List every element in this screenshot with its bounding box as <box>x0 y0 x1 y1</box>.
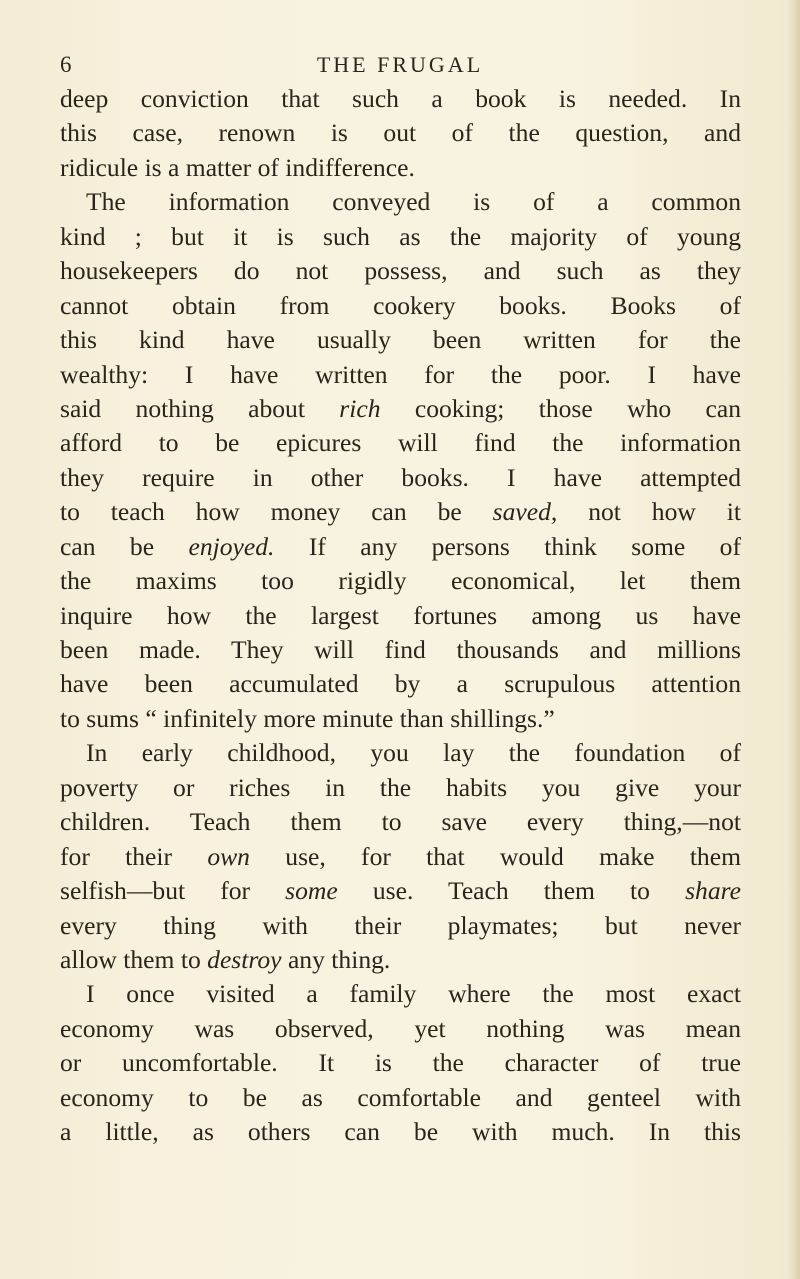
italic-word: rich <box>339 393 381 423</box>
text-line: have been accumulated by a scrupulous attention <box>60 669 741 699</box>
text-line: for their own use, for that would make them <box>60 841 741 871</box>
text-line: poverty or riches in the habits you give your <box>60 772 741 802</box>
italic-word: share <box>685 876 741 906</box>
text-line: deep conviction that such a book is needed. In <box>60 84 741 113</box>
text-line: or uncomfortable. It is the character of true <box>60 1048 741 1078</box>
text-line: cannot obtain from cookery books. Books of <box>60 290 741 320</box>
text-line: inquire how the largest fortunes among us have <box>60 600 741 630</box>
page-number: 6 <box>60 52 73 77</box>
text-line: this case, renown is out of the question, and <box>60 118 741 148</box>
page-edge-shadow <box>788 0 800 1279</box>
text-line: kind ; but it is such as the majority of young <box>60 221 741 251</box>
text-line: to sums “ infinitely more minute than shillings.” <box>60 703 555 733</box>
paragraph-start-line: In early childhood, you lay the foundation of <box>86 738 741 768</box>
text-line: economy was observed, yet nothing was mean <box>60 1013 741 1043</box>
italic-word: destroy <box>207 944 282 974</box>
text-line: they require in other books. I have attempted <box>60 462 741 492</box>
italic-word: some <box>285 876 338 906</box>
text-line: been made. They will find thousands and millions <box>60 635 741 664</box>
text-line: afford to be epicures will find the information <box>60 428 741 458</box>
text-line: to teach how money can be saved, not how it <box>60 497 741 527</box>
italic-word: enjoyed. <box>188 531 275 561</box>
text-line: ridicule is a matter of indifference. <box>60 152 415 182</box>
paragraph-start-line: The information conveyed is of a common <box>86 187 741 217</box>
italic-word: own <box>207 841 250 871</box>
text-line: children. Teach them to save every thing,—not <box>60 807 741 837</box>
text-line: every thing with their playmates; but never <box>60 910 741 940</box>
italic-word: saved, <box>492 497 558 527</box>
page-header <box>60 52 740 86</box>
text-line: wealthy: I have written for the poor. I have <box>60 359 741 389</box>
text-line: can be enjoyed. If any persons think some of <box>60 531 741 561</box>
text-line: allow them to destroy any thing. <box>60 944 391 974</box>
text-line: said nothing about rich cooking; those who can <box>60 393 741 423</box>
body-text <box>60 82 741 1150</box>
paragraph-start-line: I once visited a family where the most exact <box>86 979 741 1009</box>
text-line: the maxims too rigidly economical, let them <box>60 566 741 596</box>
text-line: housekeepers do not possess, and such as they <box>60 256 741 286</box>
text-line: economy to be as comfortable and genteel with <box>60 1082 741 1112</box>
text-line: this kind have usually been written for the <box>60 325 741 355</box>
text-line: selfish—but for some use. Teach them to share <box>60 876 741 906</box>
running-title: THE FRUGAL <box>316 52 484 77</box>
text-line: a little, as others can be with much. In this <box>60 1117 741 1147</box>
